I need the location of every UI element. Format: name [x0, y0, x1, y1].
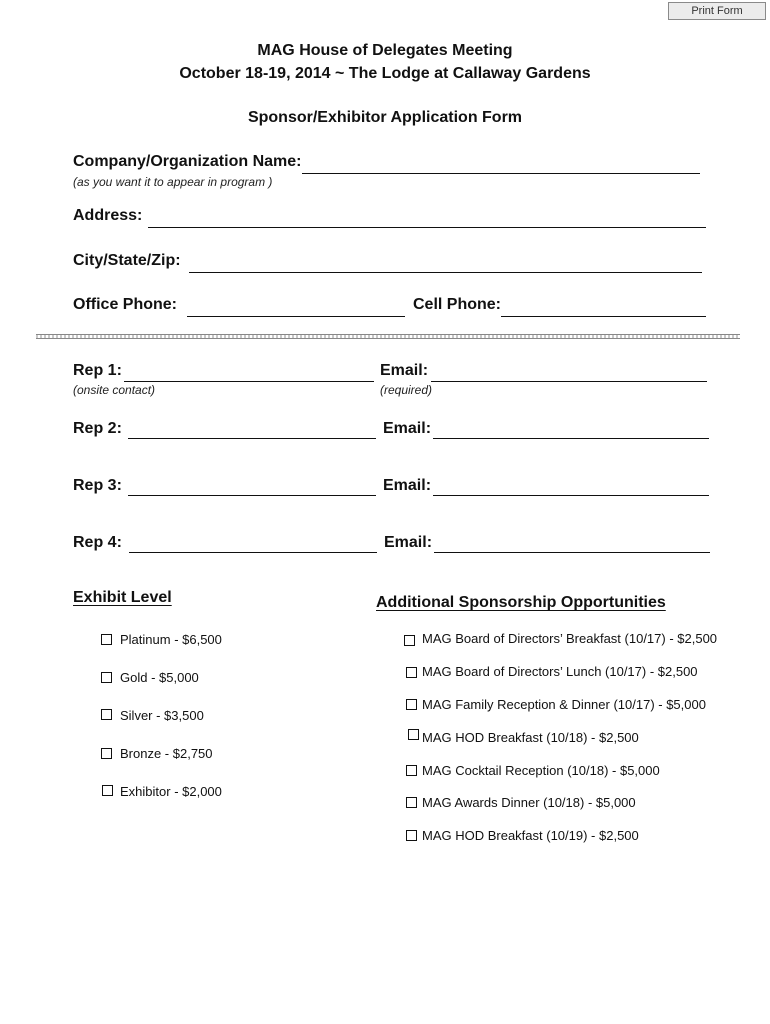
- cell-phone-label: Cell Phone:: [413, 296, 502, 313]
- bod-lunch-checkbox[interactable]: [406, 667, 417, 678]
- office-phone-label: Office Phone:: [73, 296, 178, 313]
- bod-lunch-label: MAG Board of Directors’ Lunch (10/17) - $2,500: [422, 664, 698, 679]
- rep-3-email-label: Email:: [383, 477, 432, 494]
- exhibitor-label: Exhibitor - $2,000: [120, 784, 222, 799]
- form-title: Sponsor/Exhibitor Application Form: [247, 109, 523, 126]
- exhibit-level-heading: Exhibit Level: [73, 589, 172, 606]
- gold-label: Gold - $5,000: [120, 670, 199, 685]
- bronze-checkbox[interactable]: [101, 748, 112, 759]
- hod-breakfast-1019-label: MAG HOD Breakfast (10/19) - $2,500: [422, 828, 639, 843]
- awards-dinner-checkbox[interactable]: [406, 797, 417, 808]
- meeting-title: MAG House of Delegates Meeting: [257, 42, 513, 59]
- print-form-button[interactable]: Print Form: [668, 2, 766, 20]
- meeting-date-location: October 18-19, 2014 ~ The Lodge at Callaway Gardens: [179, 65, 591, 82]
- rep-1-input[interactable]: [124, 362, 374, 382]
- section-divider: [36, 334, 740, 339]
- city-state-zip-input[interactable]: [189, 253, 702, 273]
- office-phone-input[interactable]: [187, 297, 405, 317]
- rep-2-email-label: Email:: [383, 420, 432, 437]
- sponsorship-heading: Additional Sponsorship Opportunities: [376, 594, 666, 611]
- city-state-zip-label: City/State/Zip:: [73, 252, 181, 269]
- family-reception-label: MAG Family Reception & Dinner (10/17) - $5,000: [422, 697, 706, 712]
- rep-1-email-input[interactable]: [431, 362, 707, 382]
- company-label: Company/Organization Name:: [73, 153, 302, 170]
- rep-2-email-input[interactable]: [433, 419, 709, 439]
- rep-1-email-label: Email:: [380, 362, 429, 379]
- silver-label: Silver - $3,500: [120, 708, 204, 723]
- rep-2-label: Rep 2:: [73, 420, 122, 437]
- family-reception-checkbox[interactable]: [406, 699, 417, 710]
- cocktail-reception-checkbox[interactable]: [406, 765, 417, 776]
- rep-3-label: Rep 3:: [73, 477, 122, 494]
- silver-checkbox[interactable]: [101, 709, 112, 720]
- address-label: Address:: [73, 207, 143, 224]
- rep-1-label: Rep 1:: [73, 362, 122, 379]
- awards-dinner-label: MAG Awards Dinner (10/18) - $5,000: [422, 795, 636, 810]
- hod-breakfast-1018-label: MAG HOD Breakfast (10/18) - $2,500: [422, 730, 639, 745]
- rep-4-email-label: Email:: [384, 534, 433, 551]
- rep-1-note: (onsite contact): [73, 383, 156, 397]
- cocktail-reception-label: MAG Cocktail Reception (10/18) - $5,000: [422, 763, 660, 778]
- bronze-label: Bronze - $2,750: [120, 746, 213, 761]
- exhibitor-checkbox[interactable]: [102, 785, 113, 796]
- rep-3-input[interactable]: [128, 476, 376, 496]
- company-note: (as you want it to appear in program ): [73, 175, 273, 189]
- platinum-checkbox[interactable]: [101, 634, 112, 645]
- company-input[interactable]: [302, 154, 700, 174]
- platinum-label: Platinum - $6,500: [120, 632, 222, 647]
- bod-breakfast-checkbox[interactable]: [404, 635, 415, 646]
- bod-breakfast-label: MAG Board of Directors’ Breakfast (10/17) - $2,500: [422, 631, 718, 646]
- address-input[interactable]: [148, 208, 706, 228]
- gold-checkbox[interactable]: [101, 672, 112, 683]
- hod-breakfast-1018-checkbox[interactable]: [408, 729, 419, 740]
- rep-1-email-note: (required): [380, 383, 433, 397]
- rep-4-label: Rep 4:: [73, 534, 122, 551]
- hod-breakfast-1019-checkbox[interactable]: [406, 830, 417, 841]
- cell-phone-input[interactable]: [501, 297, 706, 317]
- rep-4-email-input[interactable]: [434, 533, 710, 553]
- rep-4-input[interactable]: [129, 533, 377, 553]
- rep-3-email-input[interactable]: [433, 476, 709, 496]
- rep-2-input[interactable]: [128, 419, 376, 439]
